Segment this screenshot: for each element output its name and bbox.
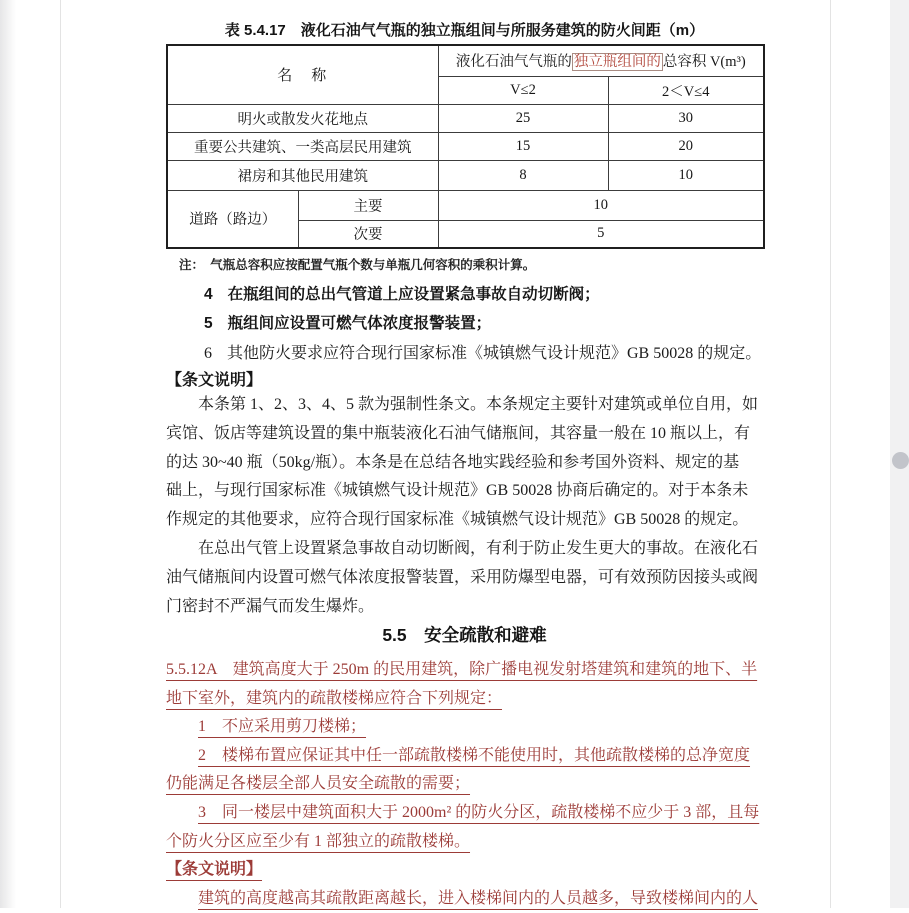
amendment-line: 3 同一楼层中建筑面积大于 2000m² 的防火分区，疏散楼梯不应少于 3 部，且每 bbox=[198, 803, 760, 821]
volume-header-suffix: 总容积 V(m³) bbox=[662, 54, 746, 71]
volume-header-highlight: 独立瓶组间的 bbox=[573, 54, 661, 71]
clause-text: 在瓶组间的总出气管道上应设置紧急事故自动切断阀； bbox=[227, 286, 600, 303]
paragraph-line: 门密封不严漏气而发生爆炸。 bbox=[166, 597, 375, 615]
fire-separation-table bbox=[166, 44, 765, 249]
page-left-shadow bbox=[0, 0, 16, 908]
row-value: 20 bbox=[608, 132, 764, 160]
paragraph-line: 宾馆、饭店等建筑设置的集中瓶装液化石油气储瓶间，其容量一般在 10 瓶以上，有 bbox=[166, 424, 751, 442]
paragraph-line: 作规定的其他要求，应符合现行国家标准《城镇燃气设计规范》GB 50028 的规定。 bbox=[166, 511, 749, 529]
paragraph-line: 本条第 1、2、3、4、5 款为强制性条文。本条规定主要针对建筑或单位自用，如 bbox=[198, 396, 759, 413]
table-row bbox=[167, 160, 764, 190]
paragraph-line: 础上，与现行国家标准《城镇燃气设计规范》GB 50028 协商后确定的。对于本条未 bbox=[166, 482, 749, 500]
page-edge-line-right bbox=[830, 0, 831, 908]
table-caption: 表 5.4.17 液化石油气气瓶的独立瓶组间与所服务建筑的防火间距（m） bbox=[224, 22, 705, 39]
table-header-volume bbox=[438, 45, 764, 76]
page-edge-line-left bbox=[60, 0, 61, 908]
row-label: 重要公共建筑、一类高层民用建筑 bbox=[167, 132, 438, 160]
amendment-line: 5.5.12A 建筑高度大于 250m 的民用建筑，除广播电视发射塔建筑和建筑的地下、半 bbox=[166, 661, 758, 678]
table-row bbox=[167, 104, 764, 132]
explanation-heading: 【条文说明】 bbox=[166, 372, 263, 389]
amendment-line: 仍能满足各楼层全部人员安全疏散的需要； bbox=[166, 775, 471, 793]
amendment-explanation-line: 建筑的高度越高其疏散距离越长，进入楼梯间内的人员越多，导致楼梯间内的人 bbox=[198, 889, 759, 907]
amendment-line: 1 不应采用剪刀楼梯； bbox=[198, 718, 367, 736]
paragraph-line: 在总出气管上设置紧急事故自动切断阀，有利于防止发生更大的事故。在液化石 bbox=[198, 539, 759, 557]
road-sub-label: 主要 bbox=[298, 190, 438, 220]
clause-number: 6 bbox=[204, 345, 212, 362]
row-value: 10 bbox=[608, 160, 764, 190]
row-value: 25 bbox=[438, 104, 608, 132]
amendment-explanation-heading: 【条文说明】 bbox=[166, 861, 263, 879]
table-note: 注： 气瓶总容积应按配置气瓶个数与单瓶几何容积的乘积计算。 bbox=[179, 258, 536, 272]
clause-number: 5 bbox=[204, 315, 213, 332]
table-subheader-v4: 2＜V≤4 bbox=[608, 76, 764, 104]
clause-text: 其他防火要求应符合现行国家标准《城镇燃气设计规范》GB 50028 的规定。 bbox=[227, 345, 762, 362]
row-label: 明火或散发火花地点 bbox=[167, 104, 438, 132]
clause-6 bbox=[166, 340, 763, 363]
road-sub-value: 5 bbox=[438, 220, 764, 248]
clause-number: 4 bbox=[204, 286, 213, 303]
row-label: 裙房和其他民用建筑 bbox=[167, 160, 438, 190]
clause-5 bbox=[166, 311, 763, 333]
amendment-line: 个防火分区应至少有 1 部独立的疏散楼梯。 bbox=[166, 832, 471, 850]
table-row bbox=[167, 190, 764, 220]
row-value: 15 bbox=[438, 132, 608, 160]
road-group-label: 道路（路边） bbox=[167, 190, 298, 248]
table-header-name: 名 称 bbox=[167, 45, 438, 104]
clause-4 bbox=[166, 282, 763, 304]
scrollbar-dot-icon[interactable] bbox=[892, 452, 909, 469]
table-row bbox=[167, 132, 764, 160]
road-sub-label: 次要 bbox=[298, 220, 438, 248]
row-value: 30 bbox=[608, 104, 764, 132]
volume-header-prefix: 液化石油气气瓶的 bbox=[455, 54, 572, 71]
amendment-block bbox=[166, 656, 763, 913]
paragraph-line: 的达 30~40 瓶（50kg/瓶）。本条是在总结各地实践经验和参考国外资料、规定的基 bbox=[166, 453, 740, 471]
amendment-line: 2 楼梯布置应保证其中任一部疏散楼梯不能使用时，其他疏散楼梯的总净宽度 bbox=[198, 746, 751, 764]
paragraph-line: 油气储瓶间内设置可燃气体浓度报警装置，采用防爆型电器，可有效预防因接头或阀 bbox=[166, 568, 759, 586]
clause-text: 瓶组间应设置可燃气体浓度报警装置； bbox=[227, 315, 492, 332]
amendment-line: 地下室外，建筑内的疏散楼梯应符合下列规定： bbox=[166, 689, 503, 707]
row-value: 8 bbox=[438, 160, 608, 190]
table-subheader-v2: V≤2 bbox=[438, 76, 608, 104]
road-sub-value: 10 bbox=[438, 190, 764, 220]
section-heading-5-5: 5.5 安全疏散和避难 bbox=[382, 625, 547, 645]
explanation-paragraphs bbox=[166, 391, 763, 621]
